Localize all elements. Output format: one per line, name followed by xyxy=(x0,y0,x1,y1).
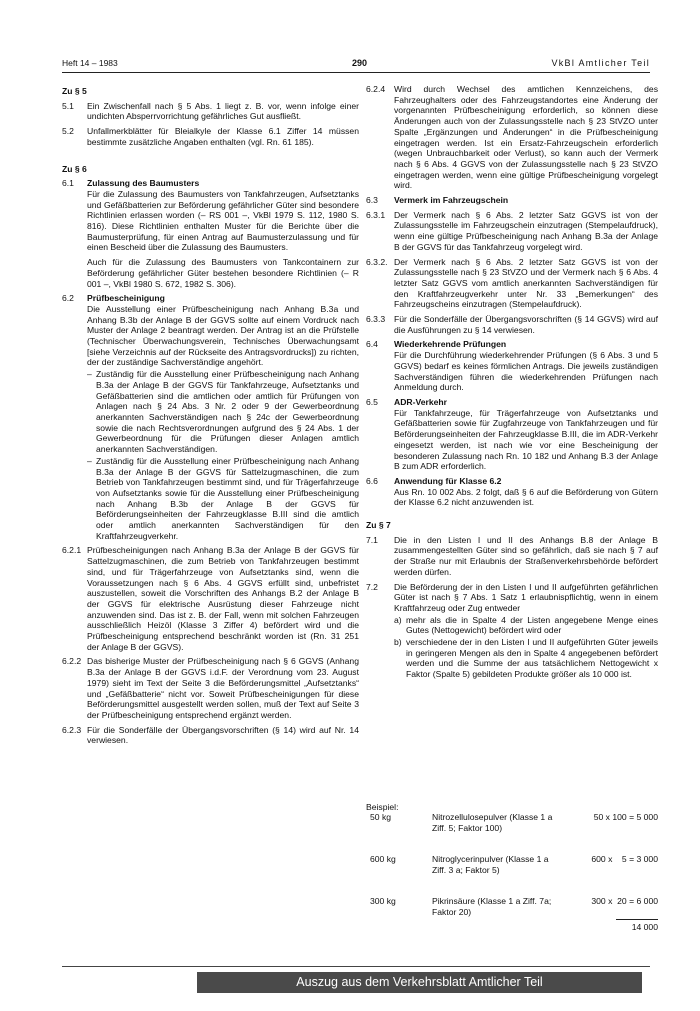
para-title: Zulassung des Baumusters xyxy=(87,178,200,189)
example-total: 14 000 xyxy=(631,922,658,932)
example-label: Beispiel: xyxy=(366,802,399,812)
para-number: 6.1 xyxy=(62,178,74,189)
journal-title: VkBl Amtlicher Teil xyxy=(551,58,650,68)
para-6-2-3 xyxy=(62,725,359,746)
para-title: Prüfbescheinigung xyxy=(87,293,165,304)
para-number: 6.3.2. xyxy=(366,256,388,267)
example-substance: Nitrozellulosepulver (Klasse 1 a Ziff. 5; Faktor 100) xyxy=(432,812,553,833)
para-text: Prüfbescheinigungen nach Anhang B.3a der Anlage B der GGVS für Sattelzugmaschinen, die zum Betrieb von Tankfahrzeugen bestimmt sind, und für Trägerfahrzeuge von Aufsetztanks sind, wenn die Voraussetzungen nach § 6 Abs. 4 GGVS erfüllt sind, unbefristet auszustellen, soweit die Vorschriften des Anhangs B.2 der Anlage B der GGVS für elektrische Ausrüstung dieser Fahrzeuge nicht anzuwenden sind. Das ist z. B. der Fall, wenn mit solchen Fahrzeugen ausschließlich Heizöl (Klasse 3 Ziffer 4) befördert wird und die Prüfbescheinigung entsprechend beschränkt worden ist (Rn. 31 251 der Anlage B der GGVS). xyxy=(87,545,359,652)
list-text: mehr als die in Spalte 4 der Listen angegebene Menge eines Gutes (Nettogewicht) befördert wird oder xyxy=(406,614,658,636)
para-6-1 xyxy=(62,178,359,289)
para-number: 7.2 xyxy=(366,581,378,592)
para-6-2-2 xyxy=(62,656,359,720)
para-text: Unfallmerkblätter für Bleialkyle der Klasse 6.1 Ziffer 14 müssen bestimmte zusätzliche Angaben enthalten (vgl. Rn. 61 185). xyxy=(87,126,359,147)
para-number: 6.3.1 xyxy=(366,209,386,220)
section-heading-6: Zu § 6 xyxy=(62,163,87,174)
para-number: 6.3.3 xyxy=(366,314,386,325)
para-title: Anwendung für Klasse 6.2 xyxy=(394,475,502,486)
para-number: 6.2.3 xyxy=(62,724,82,735)
para-number: 6.6 xyxy=(366,475,378,486)
para-number: 5.1 xyxy=(62,100,74,111)
para-number: 7.1 xyxy=(366,534,378,545)
list-item-b xyxy=(394,637,658,680)
para-text: Der Vermerk nach § 6 Abs. 2 letzter Satz GGVS ist von der Zulassungsstelle nach § 23 StVZO und der Vermerk nach § 6 Abs. 4 letzter Satz GGVS vom amtlich anerkannten Sachverständigen für den Kraftfahrzeugverkehr unter Nr. 33 „Bemerkungen“ des Fahrzeugscheins einzutragen (Stempelaufdruck). xyxy=(394,256,658,310)
para-text: Wird durch Wechsel des amtlichen Kennzeichens, des Fahrzeughalters oder des Fahrzeugstandortes eine Änderung der vorgenannten Prüfbescheinigung erforderlich, so können diese Änderungen auch von der Zulassungsstelle nach § 23 StVZO unter Spalte „Ergänzungen und Änderungen“ in die Prüfbescheinigung eingetragen werden. Ist ein Ersatz-Fahrzeugschein erforderlich (wegen Unbrauchbarkeit oder Verlust), so kann auch der Vermerk nach § 6 Abs. 4 GGVS von der Zulassungsstelle nach § 23 StVZO eingetragen werden, wenn eine gültige Prüfbescheinigung vorgelegt wird. xyxy=(394,84,658,191)
para-text: Für Tankfahrzeuge, für Trägerfahrzeuge von Aufsetztanks und Gefäßbatterien sowie für Zugfahrzeuge von Tankfahrzeugen und für Beförderungseinheiten der Fahrzeugklasse B.III, die im ADR-Verkehr eingesetzt werden, ist nach wie vor eine Bescheinigung der besonderen Zulassung nach Rn. 10 182 und Anhang B.3 der Anlage B zum ADR erforderlich. xyxy=(394,407,658,472)
footer-banner: Auszug aus dem Verkehrsblatt Amtlicher Teil xyxy=(197,972,642,993)
example-formula: 300 x 20 = 6 000 xyxy=(591,896,658,906)
sum-rule xyxy=(616,919,658,920)
para-6-2-4 xyxy=(366,84,658,191)
para-text: Ein Zwischenfall nach § 5 Abs. 1 liegt z. B. vor, wenn infolge einer undichten Absperrvorrichtung gefährliches Gut ausfließt. xyxy=(87,100,359,122)
example-formula: 50 x 100 = 5 000 xyxy=(593,812,658,822)
para-text: Die in den Listen I und II des Anhangs B.8 der Anlage B zusammengestellten Güter sind so gefährlich, daß sie nach § 7 auf der Straße nur mit Erlaubnis der Straßenverkehrsbehörde befördert werden dürfen. xyxy=(394,534,658,577)
right-column xyxy=(366,84,658,684)
para-number: 6.2.2 xyxy=(62,656,82,667)
example-weight: 600 kg xyxy=(370,854,396,864)
para-5-2 xyxy=(62,126,359,147)
list-text: verschiedene der in den Listen I und II aufgeführten Güter jeweils in geringeren Mengen als den in Spalte 4 angegebenen befördert werden und die Summe der aus tatsächlichem Nettogewicht x Faktor (Spalte 5) gebildeten Produkte größer als 10 000 ist. xyxy=(406,637,658,680)
para-text: Für die Sonderfälle der Übergangsvorschriften (§ 14 GGVS) wird auf die Ausführungen zu § 14 verwiesen. xyxy=(394,314,658,335)
para-number: 6.4 xyxy=(366,339,378,350)
para-6-3-3 xyxy=(366,314,658,335)
para-text: Für die Durchführung wiederkehrender Prüfungen (§ 6 Abs. 3 und 5 GGVS) bedarf es keines förmlichen Antrags. Die jeweils zuständigen Sachverständigen führen die wiederkehrenden Prüfungen nach Anmeldung durch. xyxy=(394,350,658,393)
section-heading-7: Zu § 7 xyxy=(366,520,391,531)
para-text: Der Vermerk nach § 6 Abs. 2 letzter Satz GGVS ist von der Zulassungsstelle im Fahrzeugschein einzutragen (Stempelaufdruck), wenn eine gültige Prüfbescheinigung nach Anhang B.3a der Anlage B der GGVS für das Tankfahrzeug vorgelegt wird. xyxy=(394,209,658,252)
para-6-6 xyxy=(366,476,658,508)
footer-rule xyxy=(62,966,650,967)
para-title: Wiederkehrende Prüfungen xyxy=(394,339,507,350)
para-7-1 xyxy=(366,535,658,578)
para-6-3-1 xyxy=(366,210,658,253)
para-title: Vermerk im Fahrzeugschein xyxy=(394,195,509,206)
dash-item: – Zuständig für die Ausstellung einer Prüfbescheinigung nach Anhang B.3a der Anlage B der GGVS für Sattelzugmaschinen, die zum Betrieb von Tankfahrzeugen bestimmt sind, und für Trägerfahrzeuge von Aufsetztanks sowie für die Ausstellung einer Prüfbescheinigung nach Anhang B.3b der Anlage B der GGVS für Beförderungseinheiten der Fahrzeugklasse B.III sind die amtlich oder amtlich anerkannten Sachverständigen für den Kraftfahrzeugverkehr. xyxy=(87,456,359,542)
para-number: 6.2.4 xyxy=(366,84,386,94)
para-number: 5.2 xyxy=(62,126,74,137)
dash-item: – Zuständig für die Ausstellung einer Prüfbescheinigung nach Anhang B.3a der Anlage B der GGVS für Tankfahrzeuge, Aufsetztanks und Gefäßbatterien sind die amtlichen oder amtlich für Prüfungen von Anlagen nach § 24 Abs. 3 Nr. 2 oder 9 der Gewerbeordnung anerkannten Sachverständigen nach § 24c der Gewerbeordnung sowie die nach Rechtsverordnungen aufgrund des § 24 Abs. 1 der Gewerbeordnung für die Prüfungen dieser Anlagen amtlich anerkannten Sachverständigen. xyxy=(87,369,359,455)
left-column xyxy=(62,84,359,750)
para-text: Für die Sonderfälle der Übergangsvorschriften (§ 14) wird auf Nr. 14 verwiesen. xyxy=(87,724,359,746)
para-5-1 xyxy=(62,101,359,122)
para-title: ADR-Verkehr xyxy=(394,396,448,407)
para-6-2 xyxy=(62,293,359,541)
example-weight: 300 kg xyxy=(370,896,396,906)
para-text-2: Auch für die Zulassung des Baumusters von Tankcontainern zur Beförderung gefährlicher Güter bestehen besondere Richtlinien (– R 001 –, VkBl 1980 S. 672, 1982 S. 306). xyxy=(87,257,359,289)
para-6-3 xyxy=(366,195,658,206)
para-number: 6.5 xyxy=(366,396,378,407)
list-item-a xyxy=(394,615,658,636)
example-substance: Nitroglycerinpulver (Klasse 1 a Ziff. 3 a; Faktor 5) xyxy=(432,854,549,875)
para-text: Aus Rn. 10 002 Abs. 2 folgt, daß § 6 auf die Beförderung von Gütern der Klasse 6.2 nicht anzuwenden ist. xyxy=(394,486,658,508)
section-heading-5: Zu § 5 xyxy=(62,86,87,96)
para-6-2-1 xyxy=(62,545,359,652)
example-formula: 600 x 5 = 3 000 xyxy=(591,854,658,864)
header-rule xyxy=(62,72,650,73)
para-6-5 xyxy=(366,397,658,472)
page-number: 290 xyxy=(352,58,368,68)
para-text: Für die Zulassung des Baumusters von Tankfahrzeugen, Aufsetztanks und Gefäßbatterien zur Beförderung gefährlicher Güter sind besondere Richtlinien erlassen worden (– RS 001 –, VkBl 1979 S. 112, 1980 S. 816). Diese Richtlinien enthalten Muster für die Berichte über die Baumusterprüfung, für einen Antrag auf Baumusterzulassung und für einen Bescheid über die Zulassung des Baumusters. xyxy=(87,188,359,253)
para-7-2 xyxy=(366,582,658,680)
list-label: a) xyxy=(394,614,402,625)
example-substance: Pikrinsäure (Klasse 1 a Ziff. 7a; Faktor 20) xyxy=(432,896,552,917)
page-header xyxy=(62,58,650,70)
para-text: Das bisherige Muster der Prüfbescheinigung nach § 6 GGVS (Anhang B.3a der Anlage B der GGVS i.d.F. der Verordnung vom 23. August 1979) sieht im Text der Seite 3 die Beförderungsmittel „Aufsetztanks“ und „Gefäßbatterie“ nicht vor. Soweit Prüfbescheinigungen für diese Beförderungsmittel ausgestellt werden sollen, muß der Text auf Seite 3 der Prüfbescheinigung entsprechend ergänzt werden. xyxy=(87,656,359,720)
example-weight: 50 kg xyxy=(370,812,392,822)
para-number: 6.2.1 xyxy=(62,545,82,556)
list-label: b) xyxy=(394,637,402,648)
para-6-3-2 xyxy=(366,257,658,311)
para-text: Die Beförderung der in den Listen I und II aufgeführten gefährlichen Güter ist nach § 7 Abs. 1 Satz 1 erlaubnispflichtig, wenn in einem Kraftfahrzeug oder Zug entweder xyxy=(394,581,658,613)
para-number: 6.2 xyxy=(62,293,74,304)
para-number: 6.3 xyxy=(366,195,378,206)
para-text: Die Ausstellung einer Prüfbescheinigung nach Anhang B.3a und Anhang B.3b der Anlage B der GGVS sollte auf einem Vordruck nach Muster der Anlage 2 beantragt werden. Der Antrag ist an die Prüfstelle (Technischer Überwachungsverein, Technisches Überwachungsamt [siehe Verzeichnis auf der Rückseite des Antragsvordrucks]) zu richten, der der zuständige Sachverständige angehört. xyxy=(87,303,359,368)
para-6-4 xyxy=(366,339,658,393)
issue-label: Heft 14 – 1983 xyxy=(62,58,118,68)
